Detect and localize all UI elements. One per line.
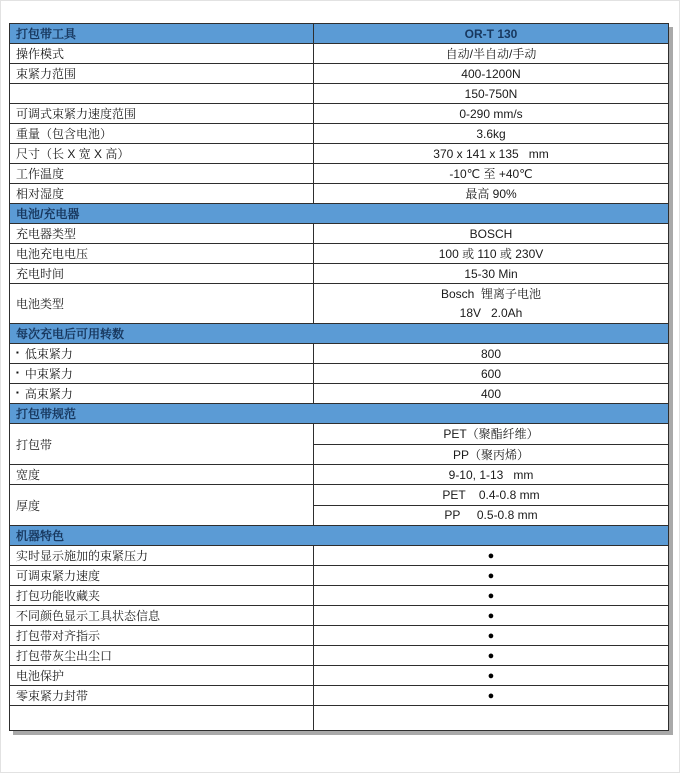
spec-label: 束紧力范围 <box>10 64 314 83</box>
empty-row <box>10 706 668 730</box>
spec-row <box>10 164 668 184</box>
spec-label: 可调式束紧力速度范围 <box>10 104 314 123</box>
spec-value: 15-30 Min <box>464 266 518 281</box>
feature-dot-icon: ● <box>487 609 495 622</box>
spec-value: 自动/半自动/手动 <box>445 47 537 61</box>
spec-value: 3.6kg <box>476 126 506 141</box>
feature-value <box>314 626 668 645</box>
feature-label: 打包带灰尘出尘口 <box>10 646 314 665</box>
feature-row <box>10 586 668 606</box>
feature-value <box>314 546 668 565</box>
spec-value: 150-750N <box>464 86 518 101</box>
spec-value: 400 <box>480 386 502 401</box>
section-header-label: 打包带规范 <box>16 407 77 421</box>
feature-label: 实时显示施加的束紧压力 <box>10 546 314 565</box>
feature-dot-icon: ● <box>487 649 495 662</box>
spec-row <box>10 244 668 264</box>
spec-label: 充电器类型 <box>10 224 314 243</box>
feature-row <box>10 546 668 566</box>
spec-table <box>9 23 669 731</box>
spec-row <box>10 264 668 284</box>
spec-value: 100 或 110 或 230V <box>438 247 544 261</box>
spec-label: 打包带 <box>10 424 314 464</box>
spec-label: 操作模式 <box>10 44 314 63</box>
spec-label: 重量（包含电池） <box>10 124 314 143</box>
spec-label-wrap <box>10 384 314 403</box>
feature-value <box>314 566 668 585</box>
feature-value <box>314 666 668 685</box>
square-bullet-icon: ▪ <box>16 388 19 397</box>
spec-row <box>10 44 668 64</box>
spec-row-multiline <box>10 284 668 324</box>
feature-label: 零束紧力封带 <box>10 686 314 705</box>
feature-row <box>10 666 668 686</box>
spec-label: 宽度 <box>10 465 314 484</box>
spec-row <box>10 64 668 84</box>
empty-cell <box>10 706 314 730</box>
spec-label: 厚度 <box>10 485 314 525</box>
feature-dot-icon: ● <box>487 569 495 582</box>
square-bullet-icon: ▪ <box>16 368 19 377</box>
feature-row <box>10 686 668 706</box>
empty-cell <box>314 706 668 730</box>
model-header: OR-T 130 <box>314 24 668 43</box>
section-header-row <box>10 204 668 224</box>
spec-row <box>10 104 668 124</box>
spec-label: 高束紧力 <box>24 387 73 401</box>
spec-value-line: PP（聚丙烯） <box>452 447 529 462</box>
feature-row <box>10 626 668 646</box>
spec-value: 0-290 mm/s <box>459 106 523 121</box>
spec-label <box>10 84 314 103</box>
spec-label: 电池类型 <box>10 284 314 323</box>
spec-value-line: PET 0.4-0.8 mm <box>314 485 668 506</box>
feature-value <box>314 586 668 605</box>
spec-value-group <box>314 284 668 323</box>
feature-label: 打包功能收藏夹 <box>10 586 314 605</box>
spec-label: 低束紧力 <box>24 347 73 361</box>
spec-row <box>10 124 668 144</box>
spec-row-split <box>10 485 668 526</box>
spec-value: 最高 90% <box>465 187 517 201</box>
spec-label: 中束紧力 <box>24 367 73 381</box>
section-header-row <box>10 526 668 546</box>
spec-label: 工作温度 <box>10 164 314 183</box>
feature-dot-icon: ● <box>487 689 495 702</box>
section-header-row <box>10 324 668 344</box>
spec-value: 600 <box>480 366 502 381</box>
spec-value: 400-1200N <box>461 66 521 81</box>
spec-value: 800 <box>480 346 502 361</box>
feature-dot-icon: ● <box>487 549 495 562</box>
feature-label: 电池保护 <box>10 666 314 685</box>
spec-row-bullet <box>10 364 668 384</box>
spec-value: 370 x 141 x 135 mm <box>433 146 549 161</box>
tool-name-header: 打包带工具 <box>10 24 314 43</box>
section-header-label: 机器特色 <box>16 529 65 543</box>
spec-label-wrap <box>10 344 314 363</box>
spec-value: -10℃ 至 +40℃ <box>449 167 533 181</box>
spec-label-wrap <box>10 364 314 383</box>
spec-value-line: PP 0.5-0.8 mm <box>444 508 538 523</box>
spec-row <box>10 184 668 204</box>
spec-value-line: PET（聚酯纤维） <box>314 424 668 445</box>
spec-label: 相对湿度 <box>10 184 314 203</box>
section-header-row <box>10 404 668 424</box>
spec-value-group <box>314 424 668 464</box>
spec-row <box>10 224 668 244</box>
table-title-row <box>10 24 668 44</box>
spec-value-line: 18V 2.0Ah <box>459 306 523 321</box>
section-header-label: 电池/充电器 <box>16 207 80 221</box>
spec-row <box>10 144 668 164</box>
feature-row <box>10 566 668 586</box>
spec-value: BOSCH <box>469 226 513 241</box>
feature-value <box>314 646 668 665</box>
feature-dot-icon: ● <box>487 669 495 682</box>
spec-row-bullet <box>10 384 668 404</box>
feature-label: 不同颜色显示工具状态信息 <box>10 606 314 625</box>
spec-value-line: Bosch 锂离子电池 <box>440 287 542 302</box>
spec-value: 9-10, 1-13 mm <box>448 467 534 482</box>
section-header-label: 每次充电后可用转数 <box>16 327 125 341</box>
feature-label: 打包带对齐指示 <box>10 626 314 645</box>
spec-row <box>10 465 668 485</box>
feature-row <box>10 646 668 666</box>
feature-value <box>314 606 668 625</box>
spec-row <box>10 84 668 104</box>
spec-label: 充电时间 <box>10 264 314 283</box>
spec-label: 电池充电电压 <box>10 244 314 263</box>
feature-label: 可调束紧力速度 <box>10 566 314 585</box>
spec-value-group <box>314 485 668 525</box>
spec-label: 尺寸（长 X 宽 X 高） <box>10 144 314 163</box>
feature-dot-icon: ● <box>487 629 495 642</box>
feature-dot-icon: ● <box>487 589 495 602</box>
feature-value <box>314 686 668 705</box>
feature-row <box>10 606 668 626</box>
spec-row-split <box>10 424 668 465</box>
square-bullet-icon: ▪ <box>16 348 19 357</box>
spec-row-bullet <box>10 344 668 364</box>
